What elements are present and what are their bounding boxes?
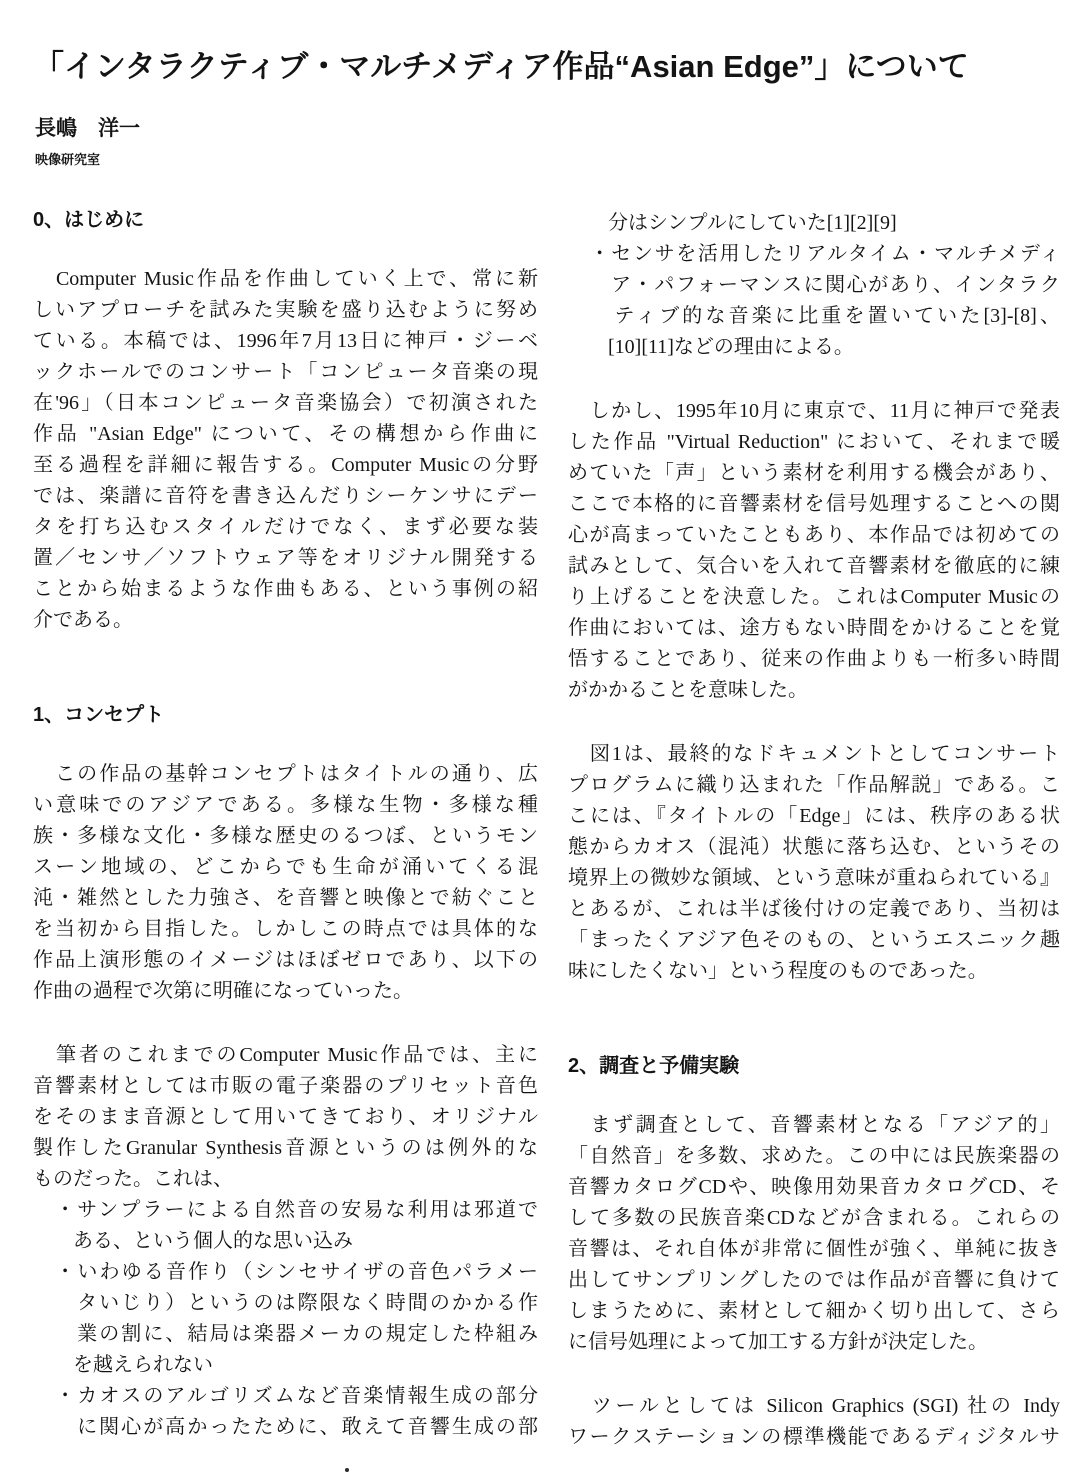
text-line: 分はシンプルにしていた[1][2][9] [568,212,897,234]
text-line: 介である。 [33,609,133,631]
left-column [33,200,538,1443]
continuation-block [568,208,1060,239]
text-line: 態からカオス（混沌）状態に落ち込む、というその [568,836,1060,858]
right-column [568,200,1060,1453]
text-line: 悟することであり、従来の作曲よりも一桁多い時間 [568,648,1060,670]
author-name: 長嶋 洋一 [35,117,140,140]
paragraph-block [33,264,538,636]
text-line: Computer Music作品を作曲していく上で、常に新 [33,268,538,290]
text-line: タいじり）というのは際限なく時間のかかる作 [33,1292,538,1314]
text-line: しかし、1995年10月に東京で、11月に神戸で発表 [568,400,1060,422]
text-line: 心が高まっていたこともあり、本作品では初めての [568,524,1060,546]
text-line: この作品の基幹コンセプトはタイトルの通り、広 [33,763,538,785]
page-title: 「インタラクティブ・マルチメディア作品“Asian Edge”」について [33,48,969,84]
text-line: ・センサを活用したリアルタイム・マルチメディ [568,243,1060,265]
text-line: 沌・雑然とした力強さ、を音響と映像とで紡ぐこと [33,887,538,909]
text-line: がかかることを意味した。 [568,679,808,701]
text-line: を当初から目指した。しかしこの時点では具体的な [33,918,538,940]
section-heading [33,205,538,236]
text-line: 味にしたくない」という程度のものであった。 [568,960,988,982]
paragraph-block [33,759,538,1007]
paragraph-block [33,1040,538,1195]
section-heading-text: 0、はじめに [33,209,145,231]
text-line: 作曲の過程で次第に明確になっていった。 [33,980,413,1002]
text-line: 製作したGranular Synthesis音源というのは例外的な [33,1137,538,1159]
section-heading-text: 2、調査と予備実験 [568,1055,740,1077]
text-line: タを打ち込むスタイルだけでなく、まず必要な装 [33,516,538,538]
text-line: しいアプローチを試みた実験を盛り込むように努め [33,299,538,321]
text-line: とあるが、これは半ば後付けの定義であり、当初は [568,898,1060,920]
text-line: 音響は、それ自体が非常に個性が強く、単純に抜き [568,1238,1060,1260]
text-line: 至る過程を詳細に報告する。Computer Musicの分野 [33,454,538,476]
text-line: を越えられない [33,1354,213,1376]
text-line: ている。本稿では、1996年7月13日に神戸・ジーベ [33,330,538,352]
author-affiliation: 映像研究室 [35,152,101,167]
text-line: 在'96」（日本コンピュータ音楽協会）で初演された [33,392,538,414]
text-line: こには、『タイトルの「Edge」には、秩序のある状 [568,805,1060,827]
text-line: ことから始まるような作曲もある、という事例の紹 [33,578,538,600]
bullet-item [568,239,1060,363]
text-line: プログラムに織り込まれた「作品解説」である。こ [568,774,1060,796]
section-heading [33,700,538,731]
section-heading [568,1051,1060,1082]
text-line: ・カオスのアルゴリズムなど音楽情報生成の部分 [33,1385,538,1407]
text-line: ものだった。これは、 [33,1168,233,1190]
text-line: 境界上の微妙な領域、という意味が重ねられている』 [568,867,1060,889]
text-line: 作品上演形態のイメージはほぼゼロであり、以下の [33,949,538,971]
text-line: ある、という個人的な思い込み [33,1230,353,1252]
text-line: ここで本格的に音響素材を信号処理することへの関 [568,493,1060,515]
text-line: スーン地域の、どこからでも生命が涌いてくる混 [33,856,538,878]
text-line: ティブ的な音楽に比重を置いていた[3]-[8]、 [568,305,1060,327]
paragraph-block [568,1110,1060,1358]
text-line: ワークステーションの標準機能であるディジタルサ [568,1426,1060,1448]
text-line: した作品 "Virtual Reduction" において、それまで暖 [568,431,1060,453]
bullet-item [33,1381,538,1443]
text-line: [10][11]などの理由による。 [568,336,854,358]
text-line: 族・多様な文化・多様な歴史のるつぼ、というモン [33,825,538,847]
text-line: をそのまま音源として用いてきており、オリジナル [33,1106,538,1128]
text-line: い意味でのアジアである。多様な生物・多様な種 [33,794,538,816]
text-line: 「まったくアジア色そのもの、というエスニック趣 [568,929,1060,951]
text-line: ア・パフォーマンスに関心があり、インタラク [568,274,1060,296]
bullet-item [33,1257,538,1381]
text-line: 業の割に、結局は楽器メーカの規定した枠組み [33,1323,538,1345]
paragraph-block [568,396,1060,706]
text-line: 「自然音」を多数、求めた。この中には民族楽器の [568,1145,1060,1167]
scan-speck [345,1468,349,1472]
text-line: り上げることを決意した。これはComputer Musicの [568,586,1060,608]
text-line: 音響素材としては市販の電子楽器のプリセット音色 [33,1075,538,1097]
text-line: まず調査として、音響素材となる「アジア的」 [568,1114,1060,1136]
text-line: 図1は、最終的なドキュメントとしてコンサート [568,743,1060,765]
text-line: 筆者のこれまでのComputer Music作品では、主に [33,1044,538,1066]
text-line: 作品 "Asian Edge" について、その構想から作曲に [33,423,538,445]
text-line: ツールとしては Silicon Graphics (SGI) 社の Indy [568,1395,1060,1417]
text-line: 置／センサ／ソフトウェア等をオリジナル開発する [33,547,538,569]
bullet-item [33,1195,538,1257]
text-line: ・サンプラーによる自然音の安易な利用は邪道で [33,1199,538,1221]
text-line: ックホールでのコンサート「コンピュータ音楽の現 [33,361,538,383]
text-line: に関心が高かったために、敢えて音響生成の部 [33,1416,538,1438]
text-line: ・いわゆる音作り（シンセサイザの音色パラメー [33,1261,538,1283]
section-heading-text: 1、コンセプト [33,704,165,726]
paragraph-block [568,739,1060,987]
text-line: 試みとして、気合いを入れて音響素材を徹底的に練 [568,555,1060,577]
paragraph-block [568,1391,1060,1453]
text-line: では、楽譜に音符を書き込んだりシーケンサにデー [33,485,538,507]
text-line: して多数の民族音楽CDなどが含まれる。これらの [568,1207,1060,1229]
text-line: めていた「声」という素材を利用する機会があり、 [568,462,1060,484]
text-line: 音響カタログCDや、映像用効果音カタログCD、そ [568,1176,1060,1198]
text-line: 作曲においては、途方もない時間をかけることを覚 [568,617,1060,639]
text-line: 出してサンプリングしたのでは作品が音響に負けて [568,1269,1060,1291]
text-line: に信号処理によって加工する方針が決定した。 [568,1331,988,1353]
text-line: しまうために、素材として細かく切り出して、さら [568,1300,1060,1322]
